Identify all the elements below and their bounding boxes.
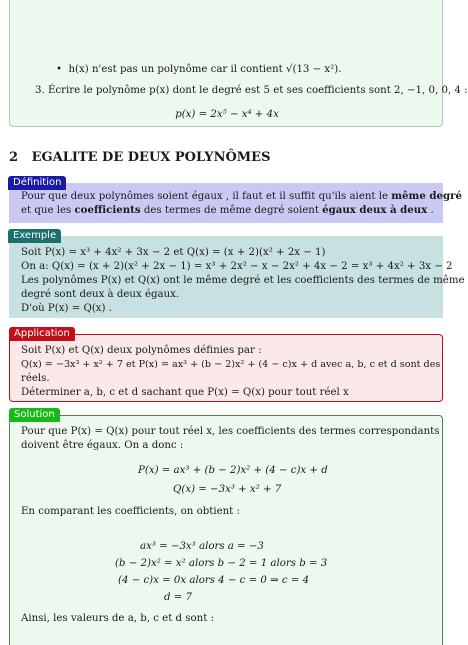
definition-bold-equal: égaux deux à deux (322, 204, 428, 216)
application-tag: Application (9, 327, 75, 341)
definition-text-2e: . (427, 205, 434, 216)
definition-text-1a: Pour que deux polynômes soient égaux , il faut et il suffit qu'ils aient le (21, 191, 392, 202)
solution-row-3: (4 − c)x = 0x alors 4 − c = 0 ⇒ c = 4 (118, 575, 310, 586)
definition-box (9, 177, 462, 223)
example-line-3: Les polynômes P(x) et Q(x) ont le même degré et les coefficients des termes de même (21, 275, 465, 286)
solution-eq-p: P(x) = ax³ + (b − 2)x² + (4 − c)x + d (138, 465, 328, 476)
item-3: 3. Écrire le polynôme p(x) dont le degré est 5 et ses coefficients sont 2, −1, 0, 0, 4 : (35, 85, 468, 96)
top-box (9, 0, 468, 127)
section-title: EGALITE DE DEUX POLYNÔMES (31, 150, 271, 165)
solution-row-2: (b − 2)x² = x² alors b − 2 = 1 alors b = 3 (115, 558, 328, 569)
definition-bold-coefficients: coefficients (74, 204, 141, 216)
application-line-2: Q(x) = −3x³ + x² + 7 et P(x) = ax³ + (b − 2)x² + (4 − c)x + d avec a, b, c et d sont des (21, 359, 441, 370)
solution-eq-q: Q(x) = −3x³ + x² + 7 (173, 484, 282, 495)
solution-tag: Solution (9, 408, 60, 422)
solution-intro-1: Pour que P(x) = Q(x) pour tout réel x, les coefficients des termes correspondants (21, 426, 440, 437)
bullet-dot: • (56, 64, 69, 75)
application-line-3: réels. (21, 373, 50, 384)
definition-tag: Définition (8, 176, 66, 190)
section-heading (9, 150, 270, 165)
application-box (9, 328, 443, 402)
solution-intro-2: doivent être égaux. On a donc : (21, 440, 184, 451)
application-line-1: Soit P(x) et Q(x) deux polynômes définies par : (21, 345, 262, 356)
solution-compare: En comparant les coefficients, on obtient : (21, 506, 240, 517)
example-line-5: D'où P(x) = Q(x) . (21, 303, 112, 314)
definition-line-1 (21, 190, 462, 203)
section-number: 2 (9, 150, 19, 165)
example-line-1: Soit P(x) = x³ + 4x² + 3x − 2 et Q(x) = (x + 2)(x² + 2x − 1) (21, 247, 326, 258)
application-line-4: Déterminer a, b, c et d sachant que P(x) = Q(x) pour tout réel x (21, 387, 349, 398)
bullet-text: h(x) n'est pas un polynôme car il contient √(13 − x²). (68, 64, 342, 75)
solution-conclusion: Ainsi, les valeurs de a, b, c et d sont : (21, 613, 214, 624)
solution-box (9, 409, 443, 645)
bullet-item (56, 63, 341, 76)
definition-line-2 (21, 204, 434, 217)
example-line-4: degré sont deux à deux égaux. (21, 289, 180, 300)
example-tag: Exemple (8, 229, 61, 243)
solution-row-1: ax³ = −3x³ alors a = −3 (140, 541, 264, 552)
definition-bold-degree: même degré (391, 190, 462, 202)
solution-row-4: d = 7 (164, 592, 193, 603)
example-line-2: On a: Q(x) = (x + 2)(x² + 2x − 1) = x³ + 2x² − x − 2x² + 4x − 2 = x³ + 4x² + 3x − 2 (21, 261, 453, 272)
definition-text-2a: et que les (21, 205, 75, 216)
example-box (9, 230, 465, 318)
definition-text-2c: des termes de même degré soient (140, 205, 323, 216)
formula-p: p(x) = 2x⁵ − x⁴ + 4x (175, 109, 279, 120)
